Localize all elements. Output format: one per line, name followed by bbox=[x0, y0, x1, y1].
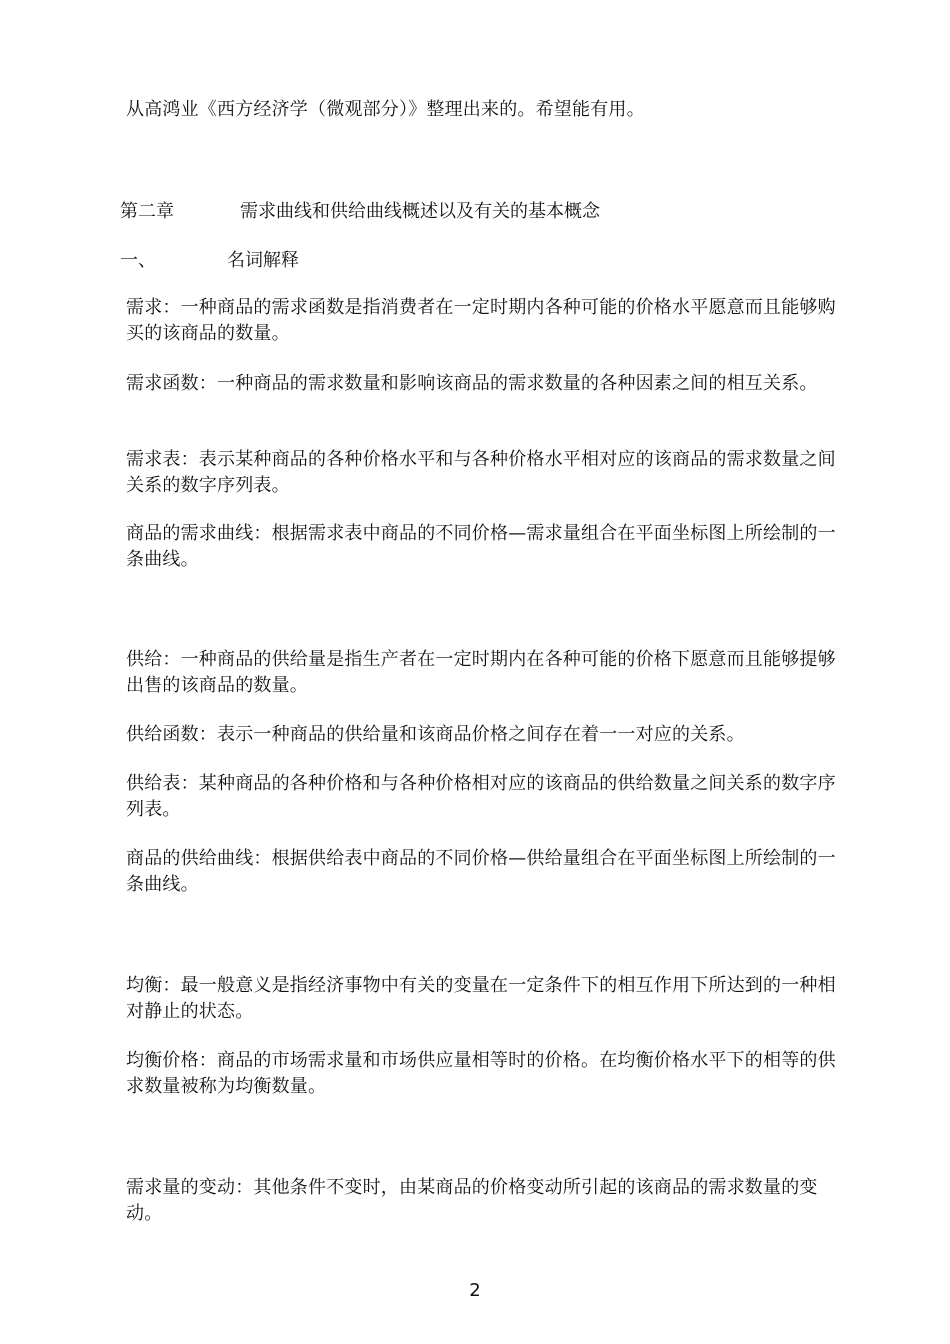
definition-change-in-quantity-demanded: 需求量的变动：其他条件不变时，由某商品的价格变动所引起的该商品的需求数量的变动。 bbox=[126, 1177, 818, 1224]
definition-demand-curve: 商品的需求曲线：根据需求表中商品的不同价格—需求量组合在平面坐标图上所绘制的一条曲线。 bbox=[126, 523, 836, 570]
definition-supply: 供给：一种商品的供给量是指生产者在一定时期内在各种可能的价格下愿意而且能够提够出售的该商品的数量。 bbox=[126, 649, 836, 696]
chapter-title: 需求曲线和供给曲线概述以及有关的基本概念 bbox=[240, 201, 600, 222]
definition-supply-schedule: 供给表：某种商品的各种价格和与各种价格相对应的该商品的供给数量之间关系的数字序列表。 bbox=[126, 773, 836, 820]
definition-demand: 需求：一种商品的需求函数是指消费者在一定时期内各种可能的价格水平愿意而且能够购买的该商品的数量。 bbox=[126, 297, 836, 344]
definition-supply-function: 供给函数：表示一种商品的供给量和该商品价格之间存在着一一对应的关系。 bbox=[126, 724, 745, 745]
definition-supply-curve: 商品的供给曲线：根据供给表中商品的不同价格—供给量组合在平面坐标图上所绘制的一条曲线。 bbox=[126, 848, 836, 895]
page-number: 2 bbox=[469, 1280, 481, 1301]
intro-text: 从高鸿业《西方经济学（微观部分）》整理出来的。希望能有用。 bbox=[126, 99, 645, 120]
definition-demand-schedule: 需求表：表示某种商品的各种价格水平和与各种价格水平相对应的该商品的需求数量之间关系的数字序列表。 bbox=[126, 449, 836, 496]
definition-equilibrium-price: 均衡价格：商品的市场需求量和市场供应量相等时的价格。在均衡价格水平下的相等的供求数量被称为均衡数量。 bbox=[126, 1050, 836, 1097]
chapter-number: 第二章 bbox=[120, 201, 174, 222]
section-number: 一、 bbox=[120, 250, 156, 271]
definition-equilibrium: 均衡：最一般意义是指经济事物中有关的变量在一定条件下的相互作用下所达到的一种相对静止的状态。 bbox=[126, 975, 836, 1022]
definition-demand-function: 需求函数：一种商品的需求数量和影响该商品的需求数量的各种因素之间的相互关系。 bbox=[126, 373, 818, 394]
section-title: 名词解释 bbox=[227, 250, 299, 271]
